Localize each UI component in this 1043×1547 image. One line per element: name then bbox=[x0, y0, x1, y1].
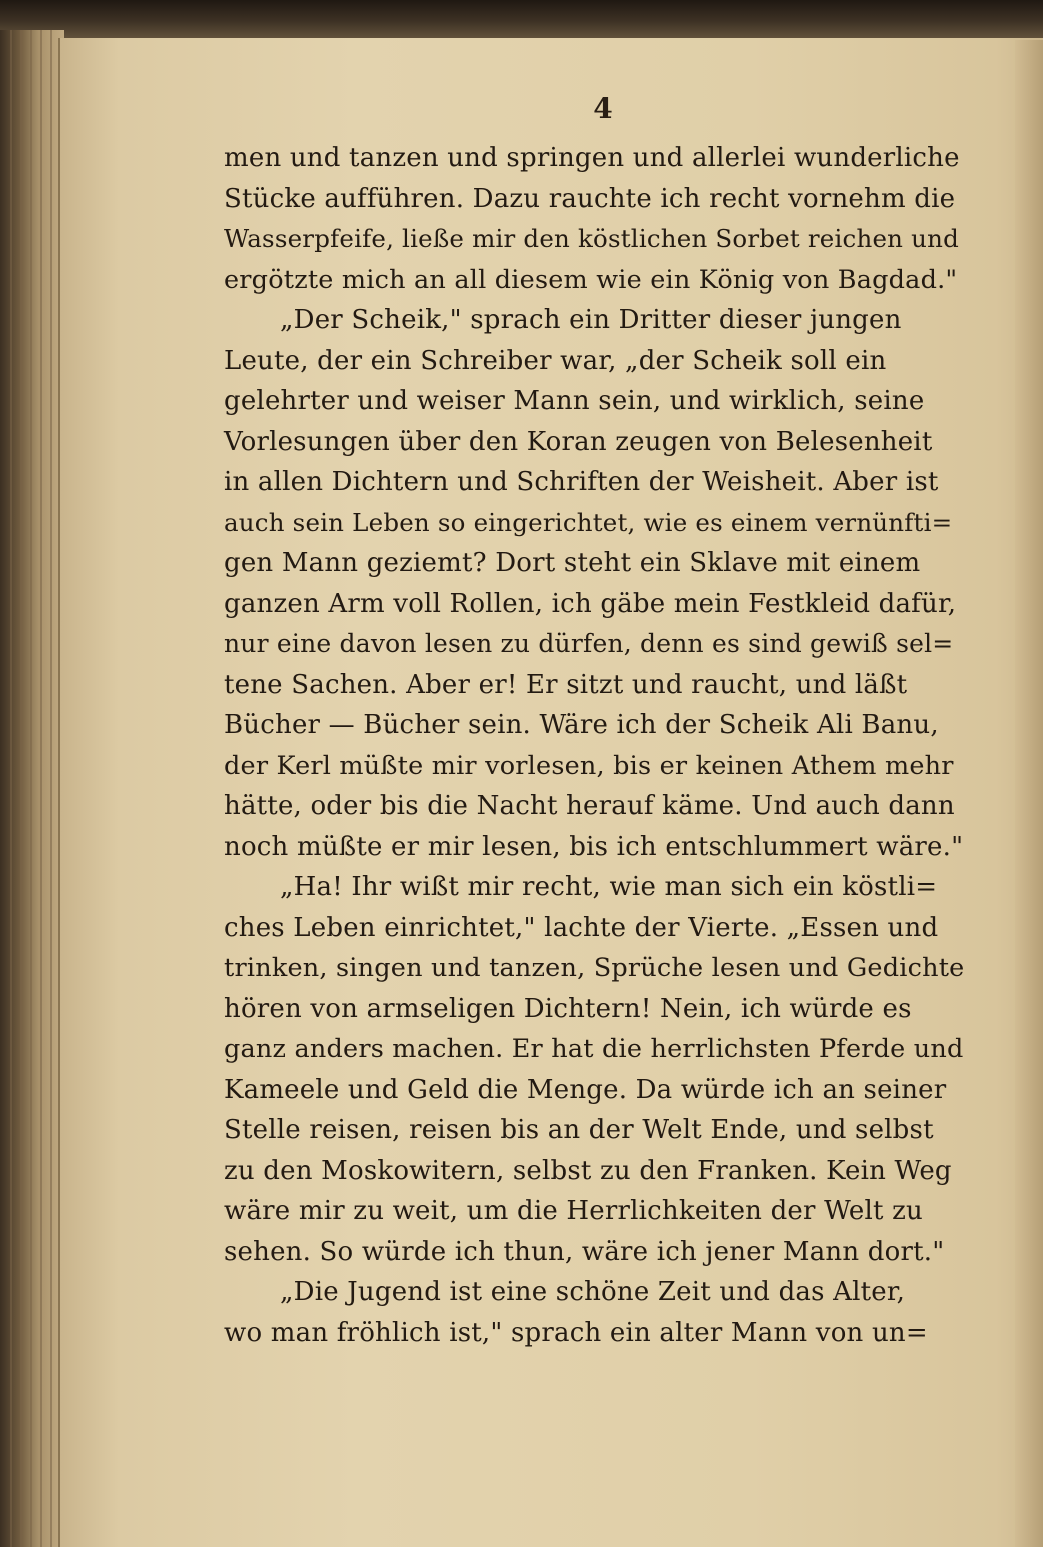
text-line: Bücher — Bücher sein. Wäre ich der Scheik Ali Banu, bbox=[224, 710, 939, 740]
text-line: sehen. So würde ich thun, wäre ich jener Mann dort." bbox=[224, 1236, 945, 1267]
text-line: „Der Scheik," sprach ein Dritter dieser jungen bbox=[280, 305, 902, 335]
page-leaf-edge bbox=[50, 30, 52, 1547]
text-line: auch sein Leben so eingerichtet, wie es einem vernünfti= bbox=[224, 507, 953, 537]
page-leaf-edge bbox=[30, 30, 32, 1547]
text-line: noch müßte er mir lesen, bis ich entschlummert wäre." bbox=[224, 831, 964, 862]
text-line: wo man fröhlich ist," sprach ein alter Mann von un= bbox=[224, 1317, 928, 1348]
text-line: Stücke aufführen. Dazu rauchte ich recht vornehm die bbox=[224, 183, 956, 214]
page-leaf-edge bbox=[20, 30, 22, 1547]
text-line: men und tanzen und springen und allerlei wunderliche bbox=[224, 143, 960, 173]
book-gutter bbox=[0, 30, 64, 1547]
text-line: hätte, oder bis die Nacht herauf käme. Und auch dann bbox=[224, 791, 955, 821]
text-line: „Ha! Ihr wißt mir recht, wie man sich ein köstli= bbox=[280, 872, 938, 902]
text-line: ches Leben einrichtet," lachte der Vierte. „Essen und bbox=[224, 912, 939, 943]
text-line: zu den Moskowitern, selbst zu den Franken. Kein Weg bbox=[224, 1155, 952, 1186]
book-top-edge bbox=[0, 0, 1043, 42]
page-leaf-edge bbox=[40, 30, 42, 1547]
body-text bbox=[224, 138, 964, 1353]
text-line: ganz anders machen. Er hat die herrlichsten Pferde und bbox=[224, 1034, 964, 1064]
text-line: Wasserpfeife, ließe mir den köstlichen Sorbet reichen und bbox=[224, 224, 959, 253]
text-line: tene Sachen. Aber er! Er sitzt und raucht, und läßt bbox=[224, 669, 908, 700]
book-right-edge bbox=[1015, 40, 1043, 1547]
text-line: in allen Dichtern und Schriften der Weisheit. Aber ist bbox=[224, 467, 939, 497]
text-line: hören von armseligen Dichtern! Nein, ich würde es bbox=[224, 993, 912, 1024]
page-number: 4 bbox=[593, 92, 613, 125]
text-line: trinken, singen und tanzen, Sprüche lesen und Gedichte bbox=[224, 953, 965, 983]
text-line: gelehrter und weiser Mann sein, und wirklich, seine bbox=[224, 386, 925, 416]
text-line: Vorlesungen über den Koran zeugen von Belesenheit bbox=[224, 426, 933, 457]
text-line: wäre mir zu weit, um die Herrlichkeiten der Welt zu bbox=[224, 1196, 923, 1226]
text-line: ergötzte mich an all diesem wie ein König von Bagdad." bbox=[224, 264, 958, 295]
text-line: gen Mann geziemt? Dort steht ein Sklave mit einem bbox=[224, 548, 921, 578]
text-line: „Die Jugend ist eine schöne Zeit und das Alter, bbox=[280, 1277, 906, 1307]
page-leaf-edge bbox=[10, 30, 12, 1547]
text-line: Kameele und Geld die Menge. Da würde ich an seiner bbox=[224, 1074, 947, 1105]
text-line: ganzen Arm voll Rollen, ich gäbe mein Festkleid dafür, bbox=[224, 588, 957, 619]
text-line: der Kerl müßte mir vorlesen, bis er keinen Athem mehr bbox=[224, 750, 954, 781]
text-line: Leute, der ein Schreiber war, „der Scheik soll ein bbox=[224, 345, 887, 376]
text-line: Stelle reisen, reisen bis an der Welt Ende, und selbst bbox=[224, 1115, 934, 1145]
text-line: nur eine davon lesen zu dürfen, denn es sind gewiß sel= bbox=[224, 629, 954, 658]
